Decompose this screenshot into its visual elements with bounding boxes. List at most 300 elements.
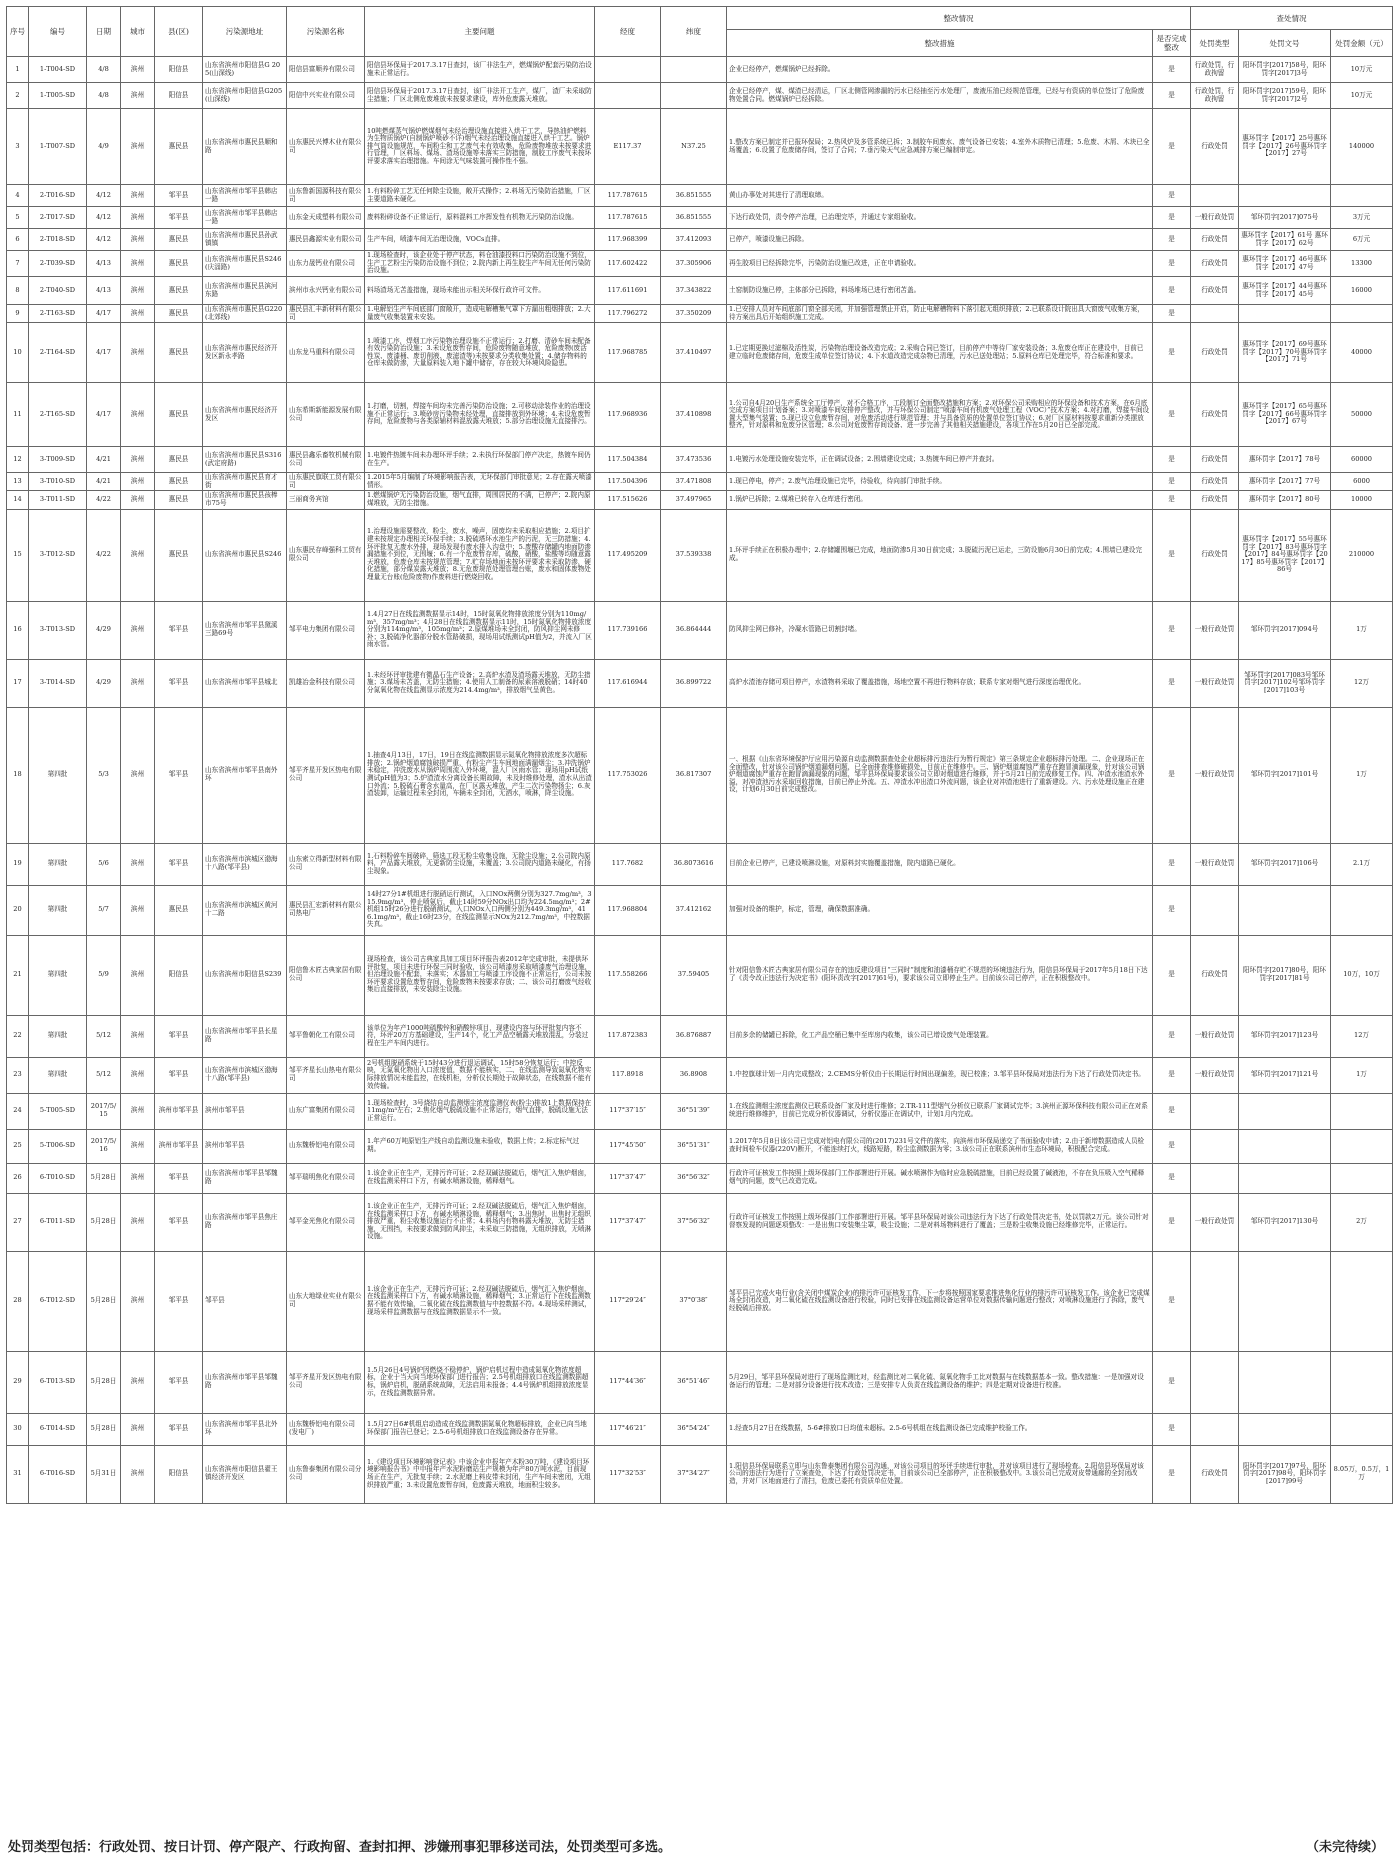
cell-amount: 50000 xyxy=(1331,383,1393,447)
cell-name: 山东鲁新国源科技有限公司 xyxy=(287,185,365,207)
cell-ptype: 行政处罚 xyxy=(1191,1445,1239,1503)
cell-city: 滨州 xyxy=(121,383,155,447)
cell-address: 山东省滨州市邹平县韩店一路 xyxy=(203,185,287,207)
cell-lat: 36°51′46″ xyxy=(661,1351,727,1413)
cell-measures: 1.在线监测烟尘浓度监测仪已联系设备厂家及时进行维修；2.TR-111型烟气分析仪已联系厂家调试完毕；3.滨州正源环保科技有限公司正在对系统进行维修维护，目前已完成分析仪器调试，分析仪器正在调试中，计划1月内完成。 xyxy=(727,1093,1153,1129)
cell-address: 邹平县 xyxy=(203,1251,287,1351)
cell-ptype: 行政处罚 xyxy=(1191,251,1239,277)
cell-code: 6-T016-SD xyxy=(29,1445,87,1503)
cell-city: 滨州 xyxy=(121,659,155,707)
cell-address: 山东省滨州市邹平县韩店一路 xyxy=(203,207,287,229)
cell-county: 惠民县 xyxy=(155,491,203,509)
cell-lat xyxy=(661,83,727,109)
cell-completed: 是 xyxy=(1153,659,1191,707)
cell-measures: 已停产，喷漆设施已拆除。 xyxy=(727,229,1153,251)
cell-seq: 12 xyxy=(7,447,29,473)
cell-lng: 117°44′36″ xyxy=(595,1351,661,1413)
cell-pdoc: 邹环罚字[2017]101号 xyxy=(1239,707,1331,843)
cell-address: 山东省滨州市阳信县S239 xyxy=(203,935,287,1015)
table-row xyxy=(7,57,1393,83)
cell-lat: 37.350209 xyxy=(661,305,727,323)
cell-address: 山东省滨州市邹平县邹魏路 xyxy=(203,1351,287,1413)
cell-code: 2-T018-SD xyxy=(29,229,87,251)
cell-pdoc: 惠环罚字【2017】44号惠环罚字【2017】45号 xyxy=(1239,277,1331,305)
cell-problem: 1.有料粉碎工艺无任何除尘设施，敞开式操作；2.料场无污染防治措施，厂区主要道路未硬化。 xyxy=(365,185,595,207)
header-amount: 处罚金额（元） xyxy=(1331,30,1393,57)
cell-county: 惠民县 xyxy=(155,229,203,251)
cell-city: 滨州 xyxy=(121,207,155,229)
cell-county: 邹平县 xyxy=(155,1015,203,1057)
cell-completed: 是 xyxy=(1153,251,1191,277)
cell-lat: 37.539338 xyxy=(661,509,727,601)
table-row xyxy=(7,1251,1393,1351)
cell-seq: 14 xyxy=(7,491,29,509)
cell-completed: 是 xyxy=(1153,1193,1191,1251)
cell-date: 4/12 xyxy=(87,229,121,251)
cell-lng: 117.515626 xyxy=(595,491,661,509)
cell-city: 滨州 xyxy=(121,1057,155,1093)
cell-ptype xyxy=(1191,305,1239,323)
cell-pdoc xyxy=(1239,305,1331,323)
cell-completed: 是 xyxy=(1153,1057,1191,1093)
cell-name: 山东魏桥铝电有限公司 xyxy=(287,1129,365,1163)
cell-problem: 1.该企业正在生产，无排污许可证；2.经双碱法脱硫后，烟气汇入焦炉烟囱，在线监测采样口下方，有碱水喷淋设施，稀释烟气；3.正常运行下在线监测数据不能有效传输，二氧化硫在线监测数值与中控数据不符。4.现场采样测试，现场采样监测数据与在线监测数据显示不一致。 xyxy=(365,1251,595,1351)
cell-amount: 13300 xyxy=(1331,251,1393,277)
cell-ptype: 行政处罚，行政拘留 xyxy=(1191,83,1239,109)
cell-lat: 36°54′24″ xyxy=(661,1413,727,1445)
cell-lng: 117°46′21″ xyxy=(595,1413,661,1445)
table-row xyxy=(7,1093,1393,1129)
cell-pdoc: 惠环罚字【2017】69号惠环罚字【2017】70号惠环罚字【2017】71号 xyxy=(1239,323,1331,383)
cell-amount xyxy=(1331,1093,1393,1129)
header-lng: 经度 xyxy=(595,7,661,57)
cell-code: 第四批 xyxy=(29,843,87,885)
cell-code: 2-T163-SD xyxy=(29,305,87,323)
table-row xyxy=(7,251,1393,277)
cell-completed: 是 xyxy=(1153,109,1191,185)
cell-code: 3-T012-SD xyxy=(29,509,87,601)
header-penalty-group: 查处情况 xyxy=(1191,7,1393,30)
cell-ptype: 行政处罚 xyxy=(1191,509,1239,601)
cell-address: 山东省滨州市惠民县G220(北郊线) xyxy=(203,305,287,323)
table-row xyxy=(7,843,1393,885)
cell-name: 阳信鲁木匠古典家居有限公司 xyxy=(287,935,365,1015)
cell-code: 2-T164-SD xyxy=(29,323,87,383)
cell-problem: 1.5月27日6#机组启动造成在线监测数据氮氧化物超标排放，企业已向当地环保部门报告已登记；2.5-6号机组排放口在线监测设备存在异常。 xyxy=(365,1413,595,1445)
cell-code: 5-T006-SD xyxy=(29,1129,87,1163)
cell-seq: 23 xyxy=(7,1057,29,1093)
cell-code: 第四批 xyxy=(29,935,87,1015)
table-row xyxy=(7,185,1393,207)
cell-completed: 是 xyxy=(1153,185,1191,207)
cell-city: 滨州 xyxy=(121,1445,155,1503)
cell-seq: 30 xyxy=(7,1413,29,1445)
table-row xyxy=(7,109,1393,185)
cell-lat: 37.59405 xyxy=(661,935,727,1015)
cell-amount: 10万元 xyxy=(1331,83,1393,109)
cell-pdoc xyxy=(1239,1413,1331,1445)
cell-problem: 1.4月27日在线监测数据显示14时，15时氮氧化物排放浓度分别为110mg/m³，357mg/m³；4月28日在线监测数据显示11时，15时氮氧化物排放浓度分别为114mg/m³，105mg/m³；2.原煤堆场未全封闭，防风抑尘网未修补；3.脱硫净化器部分脱水管路破损，现场用试纸测试pH值为2，并流入厂区雨水管。 xyxy=(365,601,595,659)
cell-name: 山东广富集团有限公司 xyxy=(287,1093,365,1129)
cell-city: 滨州 xyxy=(121,885,155,935)
cell-name: 阳信中兴实业有限公司 xyxy=(287,83,365,109)
cell-ptype: 一般行政处罚 xyxy=(1191,1057,1239,1093)
cell-amount: 6000 xyxy=(1331,473,1393,491)
cell-lat xyxy=(661,57,727,83)
cell-city: 滨州 xyxy=(121,601,155,659)
cell-seq: 2 xyxy=(7,83,29,109)
cell-city: 滨州 xyxy=(121,1251,155,1351)
cell-city: 滨州 xyxy=(121,1413,155,1445)
cell-name: 山东惠民兴博木业有限公司 xyxy=(287,109,365,185)
cell-county: 惠民县 xyxy=(155,447,203,473)
cell-code: 第四批 xyxy=(29,707,87,843)
cell-seq: 21 xyxy=(7,935,29,1015)
cell-city: 滨州 xyxy=(121,1193,155,1251)
cell-amount: 210000 xyxy=(1331,509,1393,601)
cell-amount: 40000 xyxy=(1331,323,1393,383)
cell-measures: 1.已定期更换过滤棉及活性炭，污染物治理设备改造完成；2.采购合同已签订，目前停产中等待厂家安装设备；3.危废仓库正在建设中，目前已建立临时危废储存间，危废生成单位签订协议；4.下水道改造完成杂物已清理，污水已送处理站；5.原料仓库已处理完毕，符合标准和要求。 xyxy=(727,323,1153,383)
cell-name: 邹平齐星开发区热电有限公司 xyxy=(287,1351,365,1413)
cell-amount: 1万 xyxy=(1331,1057,1393,1093)
cell-completed: 是 xyxy=(1153,323,1191,383)
cell-pdoc: 惠环罚字【2017】77号 xyxy=(1239,473,1331,491)
cell-lat: 37.473536 xyxy=(661,447,727,473)
cell-completed: 是 xyxy=(1153,1445,1191,1503)
cell-lng: 117.495209 xyxy=(595,509,661,601)
cell-county: 阳信县 xyxy=(155,57,203,83)
cell-code: 第四批 xyxy=(29,1015,87,1057)
cell-address: 山东省滨州市惠民县育才街 xyxy=(203,473,287,491)
cell-measures: 行政许可证核发工作按照上级环保部门工作部署进行开展。邹平县环保局对该公司违法行为下达了行政处罚决定书，处以罚款2万元。该公司针对督察发现的问题逐项整改：一是出焦口安装集尘罩，吸尘设施；二是对料场物料进行了覆盖；三是粉尘收集设施已经维修完毕，正常运行。 xyxy=(727,1193,1153,1251)
cell-code: 2-T039-SD xyxy=(29,251,87,277)
cell-ptype: 一般行政处罚 xyxy=(1191,1193,1239,1251)
cell-address: 山东省滨州市阳信县G 205(山深线) xyxy=(203,57,287,83)
cell-completed: 是 xyxy=(1153,229,1191,251)
cell-lat: 36.851555 xyxy=(661,207,727,229)
cell-code: 3-T009-SD xyxy=(29,447,87,473)
cell-county: 邹平县 xyxy=(155,1351,203,1413)
cell-seq: 24 xyxy=(7,1093,29,1129)
cell-lng: 117.7682 xyxy=(595,843,661,885)
cell-lat: 37.343822 xyxy=(661,277,727,305)
cell-date: 4/8 xyxy=(87,83,121,109)
cell-ptype xyxy=(1191,885,1239,935)
cell-problem: 1.石料粉碎车间破碎，筛选工段无粉尘收集设施，无除尘设施；2.公司院内原料，产品露天堆放，无更新防尘设施，未覆盖；3.公司院内道路未硬化，有扬尘现象。 xyxy=(365,843,595,885)
cell-pdoc: 邹环罚字[2017]075号 xyxy=(1239,207,1331,229)
cell-county: 滨州市邹平县 xyxy=(155,1129,203,1163)
cell-lng xyxy=(595,57,661,83)
cell-amount: 2万 xyxy=(1331,1193,1393,1251)
cell-date: 2017/5/15 xyxy=(87,1093,121,1129)
cell-pdoc xyxy=(1239,1129,1331,1163)
cell-lng: 117.558266 xyxy=(595,935,661,1015)
cell-city: 滨州 xyxy=(121,109,155,185)
cell-ptype: 行政处罚 xyxy=(1191,229,1239,251)
cell-county: 邹平县 xyxy=(155,185,203,207)
cell-lng: 117.753026 xyxy=(595,707,661,843)
table-row xyxy=(7,935,1393,1015)
penalty-type-note: 处罚类型包括：行政处罚、按日计罚、停产限产、行政拘留、查封扣押、涉嫌刑事犯罪移送司法，处罚类型可多选。 xyxy=(8,1840,672,1855)
cell-code: 1-T005-SD xyxy=(29,83,87,109)
cell-county: 阳信县 xyxy=(155,83,203,109)
cell-name: 邹平齐星长山热电有限公司 xyxy=(287,1057,365,1093)
cell-address: 山东省滨州市惠民县S246(庆淄路) xyxy=(203,251,287,277)
cell-date: 4/8 xyxy=(87,57,121,83)
cell-date: 2017/5/16 xyxy=(87,1129,121,1163)
cell-city: 滨州 xyxy=(121,277,155,305)
cell-county: 阳信县 xyxy=(155,935,203,1015)
cell-ptype xyxy=(1191,1129,1239,1163)
cell-seq: 18 xyxy=(7,707,29,843)
cell-date: 5月28日 xyxy=(87,1351,121,1413)
cell-city: 滨州 xyxy=(121,251,155,277)
cell-address: 山东省滨州市滨城区渤海十八路(邹平县) xyxy=(203,1057,287,1093)
cell-address: 山东省滨州市邹平县长星路 xyxy=(203,1015,287,1057)
cell-measures: 1.环评手续正在积极办理中；2.存储罐围堰已完成，地面防渗5月30日前完成；3.脱硫污泥已运走，三防设施6月30日前完成；4.围墙已建设完成。 xyxy=(727,509,1153,601)
cell-problem: 1.现场检查时，3号烧结自动监测烟尘浓度监测仪表(粉尘)排放1上数据保持在11mg/m³左右；2.焦化烟气脱硫设施不正常运行，烟气直排，脱硫设施无法正常运行。 xyxy=(365,1093,595,1129)
cell-measures: 目前多余的储罐已拆除，化工产品空桶已集中至库房内收集，该公司已增设废气处理装置。 xyxy=(727,1015,1153,1057)
table-row xyxy=(7,383,1393,447)
cell-pdoc: 惠环罚字【2017】65号惠环罚字【2017】66号惠环罚字【2017】67号 xyxy=(1239,383,1331,447)
cell-problem: 该单位为年产1000吨硫酸锌和硝酸锌项目，现建设内容与环评批复内容不符，环评20万方基础建设，生产14个，化工产品空桶露天堆放混乱，分装过程在生产车间内进行。 xyxy=(365,1015,595,1057)
cell-name: 山东惠民旗联工贸有限公司 xyxy=(287,473,365,491)
cell-name: 山东鲁泰集团有限公司分公司 xyxy=(287,1445,365,1503)
cell-ptype: 行政处罚 xyxy=(1191,447,1239,473)
cell-code: 第四批 xyxy=(29,1057,87,1093)
cell-address: 山东省滨州市惠民县顺和路 xyxy=(203,109,287,185)
cell-county: 惠民县 xyxy=(155,323,203,383)
cell-pdoc: 邹环罚字[2017]094号 xyxy=(1239,601,1331,659)
cell-code: 6-T013-SD xyxy=(29,1351,87,1413)
cell-county: 阳信县 xyxy=(155,1445,203,1503)
cell-amount xyxy=(1331,305,1393,323)
cell-name: 阳信县富顺养有限公司 xyxy=(287,57,365,83)
cell-problem: 1.年产60万吨原铝生产线自动监测设施未验收，数据上传；2.标定标气过期。 xyxy=(365,1129,595,1163)
cell-amount: 16000 xyxy=(1331,277,1393,305)
cell-completed: 是 xyxy=(1153,601,1191,659)
cell-city: 滨州 xyxy=(121,229,155,251)
cell-seq: 4 xyxy=(7,185,29,207)
cell-name: 三丽商务宾馆 xyxy=(287,491,365,509)
cell-code: 3-T013-SD xyxy=(29,601,87,659)
cell-pdoc: 邹环罚字[2017]130号 xyxy=(1239,1193,1331,1251)
cell-date: 5/6 xyxy=(87,843,121,885)
table-row xyxy=(7,1445,1393,1503)
table-row xyxy=(7,491,1393,509)
table-row xyxy=(7,323,1393,383)
cell-code: 1-T007-SD xyxy=(29,109,87,185)
cell-amount: 10万元 xyxy=(1331,57,1393,83)
table-row xyxy=(7,707,1393,843)
header-completed: 是否完成整改 xyxy=(1153,30,1191,57)
cell-address: 山东省滨州市邹平县北外环 xyxy=(203,1413,287,1445)
cell-measures: 企业已经停产，燃煤锅炉已经拆除。 xyxy=(727,57,1153,83)
cell-seq: 8 xyxy=(7,277,29,305)
cell-lat: 37.305906 xyxy=(661,251,727,277)
rectification-table xyxy=(6,6,1393,1504)
cell-measures: 加强对设备的维护，标定，管理，确保数据准确。 xyxy=(727,885,1153,935)
cell-measures: 一、根据《山东省环境保护厅应用污染源自动监测数据查处企业超标排污违法行为暂行规定》第三条规定企业超标排污处理。二、企业现场正在全面整改，针对该公司锅炉烟道漏烟问题，已全面排查维修破损处，目前正在维修中。三、锅炉烟道腐蚀严重存在跑冒滴漏现象，针对该公司锅炉烟道腐蚀严重存在跑冒滴漏现象的问题，邹平县环保局要求该公司立即对烟道进行维修，并于5月21日前完成修复工作。四、冲渣水池渣水外溢，对冲渣池污水采取回收措施，目前已停止外流。五、冲渣水冲出渣口外流问题，该企业对冲渣池进行了重新建设。六、污水处理设施正在建设，计划6月30日前完成整改。 xyxy=(727,707,1153,843)
cell-problem: 现场检查，该公司古典家具加工项目环评报告表2012年完成审批，未提供环评批复，项目未进行环保三同时验收，该公司喷漆房采取喷漆废气治理设施，但治理设施不配套，未落实；木器加工与喷漆工序设施不正常运行，公司未按环评要求设置危废暂存间，危险废物未按要求存放；二、该公司打磨废气经收集后直接排放，未安装除尘设施。 xyxy=(365,935,595,1015)
cell-date: 4/21 xyxy=(87,447,121,473)
table-row xyxy=(7,1193,1393,1251)
cell-seq: 25 xyxy=(7,1129,29,1163)
cell-seq: 31 xyxy=(7,1445,29,1503)
cell-lat: 36.864444 xyxy=(661,601,727,659)
cell-lat: 36.899722 xyxy=(661,659,727,707)
cell-problem: 1.喷漆工序，焊烟工序污染物治理设施不正常运行；2.打磨、清砂车间未配备有效污染防治设施；3.未设危废暂存间，危险废物随意堆放，危险废物(废活性炭、废漆桶、废切削液、废滤渣等)未按要求分类收集处置；4.储存物料的仓库未做防渗，大量原料装入地下罐中储存，存在较大环境风险隐患。 xyxy=(365,323,595,383)
cell-completed: 是 xyxy=(1153,1251,1191,1351)
cell-address: 山东省滨州市邹平县焦庄路 xyxy=(203,1193,287,1251)
cell-measures: 企业已经停产，煤、煤渣已经清运，厂区北侧管网渗漏的污水已经抽至污水处理厂，废液压油已经规范管理，已经与有资质的单位签订了危险废物处置合同。燃煤锅炉已经拆除。 xyxy=(727,83,1153,109)
cell-address: 山东省滨州市惠民县S246 xyxy=(203,509,287,601)
cell-measures: 1.已安排人员对车间底部门窗全部关闭，并加强管理禁止开启，防止电解槽物料下落引起无组织排放；2.已联系设计院出具大窗废气收集方案，待方案出具后开始组织施工完成。 xyxy=(727,305,1153,323)
cell-date: 4/17 xyxy=(87,305,121,323)
cell-lat: N37.25 xyxy=(661,109,727,185)
cell-code: 2-T016-SD xyxy=(29,185,87,207)
header-pdoc: 处罚文号 xyxy=(1239,30,1331,57)
cell-lat: 36.817307 xyxy=(661,707,727,843)
cell-measures: 针对阳信鲁木匠古典家居有限公司存在的违反建设项目“三同时”制度和油漆桶存贮不规范的环境违法行为，阳信县环保局于2017年5月18日下达了《责令改正违法行为决定书》(阳环责改字[2017]61号)，要求该公司立即停止生产。目前该公司已停产，正在积极整改中。 xyxy=(727,935,1153,1015)
cell-pdoc xyxy=(1239,1093,1331,1129)
cell-name: 邹平电力集团有限公司 xyxy=(287,601,365,659)
cell-name: 山东索立得新型材料有限公司 xyxy=(287,843,365,885)
cell-pdoc xyxy=(1239,1351,1331,1413)
cell-code: 3-T014-SD xyxy=(29,659,87,707)
cell-code: 6-T010-SD xyxy=(29,1163,87,1193)
cell-name: 山东金天成塑料有限公司 xyxy=(287,207,365,229)
cell-seq: 22 xyxy=(7,1015,29,1057)
cell-problem: 阳信县环保局于2017.3.17日查封，该厂非法生产，燃煤锅炉配套污染防治设施未正常运行。 xyxy=(365,57,595,83)
cell-measures: 目前企业已停产，已建设喷淋设施，对原料封实施覆盖措施，院内道路已硬化。 xyxy=(727,843,1153,885)
cell-address: 山东省滨州市惠民经济开发区 xyxy=(203,383,287,447)
cell-name: 滨州市永兴钙业有限公司 xyxy=(287,277,365,305)
cell-pdoc: 邹环罚字[2017]121号 xyxy=(1239,1057,1331,1093)
cell-pdoc: 阳环罚字[2017]58号，阳环罚字[2017]3号 xyxy=(1239,57,1331,83)
cell-date: 4/12 xyxy=(87,185,121,207)
footer xyxy=(6,1834,1392,1856)
cell-pdoc: 阳环罚字[2017]59号，阳环罚字[2017]2号 xyxy=(1239,83,1331,109)
header-county: 县(区) xyxy=(155,7,203,57)
cell-seq: 3 xyxy=(7,109,29,185)
cell-measures: 1.现已停电，停产；2.废气治理设施已完毕，待验收，待向部门审批手续。 xyxy=(727,473,1153,491)
cell-ptype: 行政处罚 xyxy=(1191,491,1239,509)
cell-problem: 1.治理设施需要整改，粉尘，废水，噪声，固废均未采取相应措施；2.项目扩建未按规定办理相关环保手续；3.脱硫塔环水池生产的污泥，无三防措施；4.环评批复无废水外排，现场发现有废水排入沟盘中；5.废酸存储罐内地面防渗漏措施不到位，无围堰；6.有一个危废暂存库，硫酸，硝酸，盐酸等均随意露天堆放，危废仓库未按规范管理；7.贮存场地面未按环评要求未采取防渗，硬化措施，部分煤炭露天堆放；8.无危废规范处理管理台账，废水和固体废物处理量无台账(危险废物)作废料进行燃烧回收。 xyxy=(365,509,595,601)
cell-lng: 117.968399 xyxy=(595,229,661,251)
cell-pdoc: 惠环罚字【2017】55号惠环罚字【2017】83号惠环罚字【2017】84号惠环罚字【2017】85号惠环罚字【2017】86号 xyxy=(1239,509,1331,601)
cell-name: 惠民县汇宏新材料有限公司热电厂 xyxy=(287,885,365,935)
header-seq: 序号 xyxy=(7,7,29,57)
header-measures: 整改措施 xyxy=(727,30,1153,57)
cell-amount: 10000 xyxy=(1331,491,1393,509)
header-rectify-group: 整改情况 xyxy=(727,7,1191,30)
cell-city: 滨州 xyxy=(121,305,155,323)
cell-problem: 1.抽查4月13日，17日，19日在线监测数据显示氮氧化物排放浓度多次超标排放；2.锅炉烟道腐蚀破损严重，有粉尘产生车间地面满漏烟尘；3.冲洗锅炉未稳定，冲洗废水从锅炉周围流入外环境，混入厂区雨水管；现场用pH试纸测试pH值为3；5.炉渣渣水分离设备长期故障，未及时维修处理，渣水从出渣口外流；5.脱硫石膏含水量高，在厂区露天堆放，产生二次污染物扬尘；6.灰渣装卸，运输过程未全封闭，车辆未全封闭，无洒水，喷淋，降尘设施。 xyxy=(365,707,595,843)
header-lat: 纬度 xyxy=(661,7,727,57)
cell-lat: 36.8908 xyxy=(661,1057,727,1093)
cell-lat: 36.8073616 xyxy=(661,843,727,885)
cell-amount: 2.1万 xyxy=(1331,843,1393,885)
cell-ptype: 行政处罚 xyxy=(1191,473,1239,491)
cell-code: 3-T010-SD xyxy=(29,473,87,491)
cell-completed: 是 xyxy=(1153,885,1191,935)
cell-lat: 37.410898 xyxy=(661,383,727,447)
cell-amount: 8.05万，0.5万，1万 xyxy=(1331,1445,1393,1503)
cell-date: 4/17 xyxy=(87,323,121,383)
cell-completed: 是 xyxy=(1153,383,1191,447)
cell-pdoc: 惠环罚字【2017】25号惠环罚字【2017】26号惠环罚字【2017】27号 xyxy=(1239,109,1331,185)
cell-completed: 是 xyxy=(1153,1413,1191,1445)
cell-lng: 117°37′47″ xyxy=(595,1163,661,1193)
cell-amount xyxy=(1331,1129,1393,1163)
cell-code: 6-T011-SD xyxy=(29,1193,87,1251)
cell-completed: 是 xyxy=(1153,707,1191,843)
cell-measures: 下达行政处罚，责令停产治理，已治理完毕，并通过专家组验收。 xyxy=(727,207,1153,229)
table-row xyxy=(7,305,1393,323)
cell-amount xyxy=(1331,885,1393,935)
cell-city: 滨州 xyxy=(121,323,155,383)
cell-ptype xyxy=(1191,1351,1239,1413)
cell-ptype: 一般行政处罚 xyxy=(1191,601,1239,659)
cell-amount: 1万 xyxy=(1331,707,1393,843)
cell-code: 2-T165-SD xyxy=(29,383,87,447)
cell-seq: 20 xyxy=(7,885,29,935)
cell-amount xyxy=(1331,1251,1393,1351)
cell-name: 山东希斯新能源发展有限公司 xyxy=(287,383,365,447)
cell-seq: 16 xyxy=(7,601,29,659)
cell-ptype: 行政处罚 xyxy=(1191,935,1239,1015)
cell-lng: 117.968804 xyxy=(595,885,661,935)
cell-address: 山东省滨州市惠民经济开发区新永孝路 xyxy=(203,323,287,383)
table-row xyxy=(7,277,1393,305)
header-date: 日期 xyxy=(87,7,121,57)
cell-problem: 1.该企业正在生产，无排污许可证；2.经双碱法脱硫后，烟气汇入焦炉烟囱，在线监测采样口下方，有碱水喷淋设施，稀释烟气；3.出焦时，出焦时无组织排放严重，粉尘收集设施运行不正常；4.料场内有物料露天堆放，无防尘措施，无围挡，未按要求做到防风抑尘，未采取三防措施，无组织排放，无喷淋设施。 xyxy=(365,1193,595,1251)
cell-county: 惠民县 xyxy=(155,885,203,935)
cell-date: 5月31日 xyxy=(87,1445,121,1503)
cell-county: 邹平县 xyxy=(155,707,203,843)
table-row xyxy=(7,1163,1393,1193)
cell-city: 滨州 xyxy=(121,1351,155,1413)
header-address: 污染源地址 xyxy=(203,7,287,57)
cell-address: 滨州市邹平县 xyxy=(203,1129,287,1163)
cell-amount: 60000 xyxy=(1331,447,1393,473)
cell-county: 惠民县 xyxy=(155,277,203,305)
cell-pdoc: 阳环罚字[2017]97号，阳环罚字[2017]98号，阳环罚字[2017]99号 xyxy=(1239,1445,1331,1503)
cell-seq: 19 xyxy=(7,843,29,885)
cell-measures: 再生胶项目已经拆除完毕，污染防治设施已改进，正在申请验收。 xyxy=(727,251,1153,277)
cell-county: 惠民县 xyxy=(155,383,203,447)
cell-measures: 1.电镀污水处理设施安装完毕，正在调试设备；2.围墙建设完成；3.热镀车间已停产并查封。 xyxy=(727,447,1153,473)
cell-lng: 117.968936 xyxy=(595,383,661,447)
header-code: 编号 xyxy=(29,7,87,57)
cell-city: 滨州 xyxy=(121,843,155,885)
cell-completed: 是 xyxy=(1153,473,1191,491)
cell-city: 滨州 xyxy=(121,473,155,491)
cell-pdoc: 阳环罚字[2017]80号，阳环罚字[2017]81号 xyxy=(1239,935,1331,1015)
cell-pdoc xyxy=(1239,1163,1331,1193)
cell-lng: 117.616944 xyxy=(595,659,661,707)
cell-lat: 37.412093 xyxy=(661,229,727,251)
cell-amount xyxy=(1331,185,1393,207)
cell-seq: 13 xyxy=(7,473,29,491)
cell-lat: 37°56′32″ xyxy=(661,1193,727,1251)
cell-address: 山东省滨州市惠民县孙武镇镇 xyxy=(203,229,287,251)
cell-code: 1-T004-SD xyxy=(29,57,87,83)
cell-city: 滨州 xyxy=(121,935,155,1015)
cell-problem: 1.《建设项目环境影响登记表》中该企业申报年产木粉30万吨，《建设项目环境影响报告书》中申报年产水泥粉磨站生产规模为年产80万吨水泥，目前现场正在生产，无批复手续；2.水泥磨上料皮带未封闭，生产车间未密闭，无组织排放严重；3.未设置危废暂存间，危废露天堆放，地面积尘较多。 xyxy=(365,1445,595,1503)
cell-lng: 117.504384 xyxy=(595,447,661,473)
